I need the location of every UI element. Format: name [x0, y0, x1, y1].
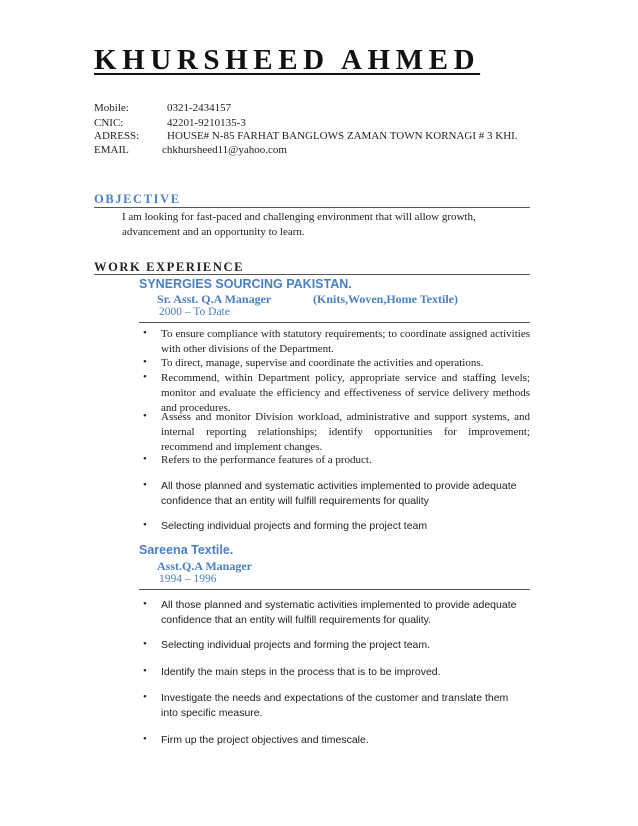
email-label: EMAIL [94, 144, 129, 156]
list-item: Selecting individual projects and forming the project team. [161, 639, 431, 651]
bullet-dot: • [143, 479, 147, 491]
objective-divider [94, 207, 530, 208]
work-divider [94, 274, 530, 275]
bullet-dot: • [143, 519, 147, 531]
bullet-dot: • [143, 733, 147, 745]
bullet-dot: • [143, 410, 147, 422]
mobile-label: Mobile: [94, 102, 129, 114]
cnic-value: 42201-9210135-3 [167, 117, 246, 129]
cnic-label: CNIC: [94, 117, 124, 129]
job-divider [139, 322, 530, 323]
work-experience-heading: WORK EXPERIENCE [94, 260, 245, 274]
objective-line: advancement and an opportunity to learn. [122, 226, 305, 238]
list-item: All those planned and systematic activities implemented to provide adequate confidence that an entity will fulfill requirements for quality. [161, 599, 517, 626]
job-dates: 2000 – To Date [159, 306, 230, 318]
address-value: HOUSE# N-85 FARHAT BANGLOWS ZAMAN TOWN KORNAGI # 3 KHI. [167, 130, 518, 142]
list-item: Assess and monitor Division workload, administrative and support systems, and internal reporting relationships; identify opportunities for improvement; recommend and implement changes. [161, 411, 530, 453]
bullet-dot: • [143, 371, 147, 383]
objective-heading: OBJECTIVE [94, 192, 181, 206]
bullet-dot: • [143, 453, 147, 465]
address-label: ADRESS: [94, 130, 140, 142]
list-item: All those planned and systematic activities implemented to provide adequate confidence that an entity will fulfill requirements for quality [161, 480, 517, 507]
bullet-dot: • [143, 327, 147, 339]
email-value: chkhursheed11@yahoo.com [162, 144, 287, 156]
job-dates: 1994 – 1996 [159, 573, 217, 585]
list-item: Recommend, within Department policy, appropriate service and staffing levels; monitor and evaluate the efficiency and effectiveness of service delivery methods and procedures. [161, 372, 530, 414]
objective-line: I am looking for fast-paced and challenging environment that will allow growth, [122, 211, 476, 223]
job-role-note: (Knits,Woven,Home Textile) [313, 292, 458, 306]
bullet-dot: • [143, 638, 147, 650]
bullet-dot: • [143, 665, 147, 677]
bullet-dot: • [143, 356, 147, 368]
objective-text [122, 210, 532, 240]
job-divider [139, 589, 530, 590]
bullet-dot: • [143, 598, 147, 610]
job-role: Sr. Asst. Q.A Manager [157, 292, 272, 306]
job-role: Asst.Q.A Manager [157, 559, 252, 573]
list-item: Investigate the needs and expectations of the customer and translate them into specific measure. [161, 692, 509, 719]
bullet-dot: • [143, 691, 147, 703]
list-item: To direct, manage, supervise and coordinate the activities and operations. [161, 357, 484, 369]
company-name: SYNERGIES SOURCING PAKISTAN. [139, 277, 352, 291]
mobile-value: 0321-2434157 [167, 102, 232, 114]
list-item: Identify the main steps in the process that is to be improved. [161, 666, 441, 678]
list-item: Refers to the performance features of a product. [161, 454, 372, 466]
list-item: To ensure compliance with statutory requirements; to coordinate assigned activities with other divisions of the Department. [161, 328, 530, 355]
company-name: Sareena Textile. [139, 543, 234, 557]
candidate-name: KHURSHEED AHMED [94, 44, 481, 76]
list-item: Firm up the project objectives and timescale. [161, 734, 369, 746]
list-item: Selecting individual projects and forming the project team [161, 520, 428, 532]
